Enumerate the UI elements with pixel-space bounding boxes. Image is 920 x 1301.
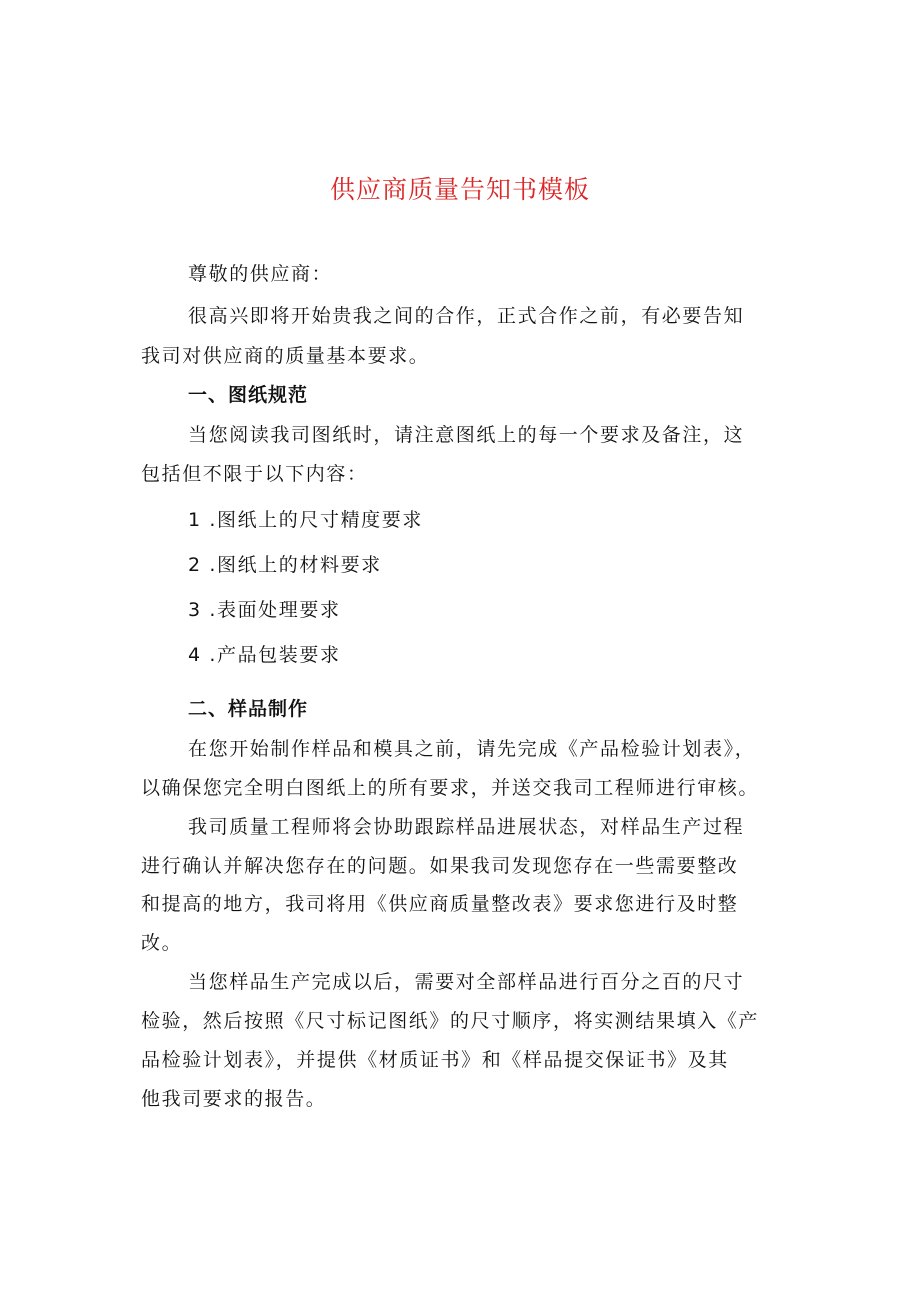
paragraph-line: 品检验计划表》，并提供《材质证书》和《样品提交保证书》及其 bbox=[141, 1049, 729, 1071]
paragraph-line: 和提高的地方，我司将用《供应商质量整改表》要求您进行及时整 bbox=[141, 893, 739, 915]
list-item: 3 .表面处理要求 bbox=[188, 599, 341, 621]
salutation: 尊敬的供应商： bbox=[188, 263, 333, 285]
paragraph-line: 在您开始制作样品和模具之前，请先完成《产品检验计划表》， bbox=[188, 738, 756, 760]
section-heading-sample: 二、样品制作 bbox=[188, 698, 309, 720]
list-item: 2 .图纸上的材料要求 bbox=[188, 554, 382, 576]
list-item: 1 .图纸上的尺寸精度要求 bbox=[188, 509, 423, 531]
section-heading-drawing: 一、图纸规范 bbox=[188, 384, 309, 406]
paragraph-line: 我司质量工程师将会协助跟踪样品进展状态，对样品生产过程 bbox=[188, 816, 745, 838]
paragraph-line: 当您阅读我司图纸时，请注意图纸上的每一个要求及备注，这 bbox=[188, 424, 745, 446]
paragraph-line: 我司对供应商的质量基本要求。 bbox=[141, 345, 430, 367]
document-title: 供应商质量告知书模板 bbox=[329, 175, 590, 204]
paragraph-line: 进行确认并解决您存在的问题。如果我司发现您存在一些需要整改 bbox=[141, 855, 739, 877]
paragraph-line: 包括但不限于以下内容： bbox=[141, 463, 368, 485]
paragraph-line: 他我司要求的报告。 bbox=[141, 1088, 327, 1110]
paragraph-line: 以确保您完全明白图纸上的所有要求，并送交我司工程师进行审核。 bbox=[141, 777, 760, 799]
list-item: 4 .产品包装要求 bbox=[188, 644, 341, 666]
paragraph-line: 当您样品生产完成以后，需要对全部样品进行百分之百的尺寸 bbox=[188, 971, 745, 993]
paragraph-line: 检验，然后按照《尺寸标记图纸》的尺寸顺序，将实测结果填入《产 bbox=[141, 1010, 760, 1032]
paragraph-line: 改。 bbox=[141, 932, 183, 954]
paragraph-line: 很高兴即将开始贵我之间的合作，正式合作之前，有必要告知 bbox=[188, 305, 745, 327]
